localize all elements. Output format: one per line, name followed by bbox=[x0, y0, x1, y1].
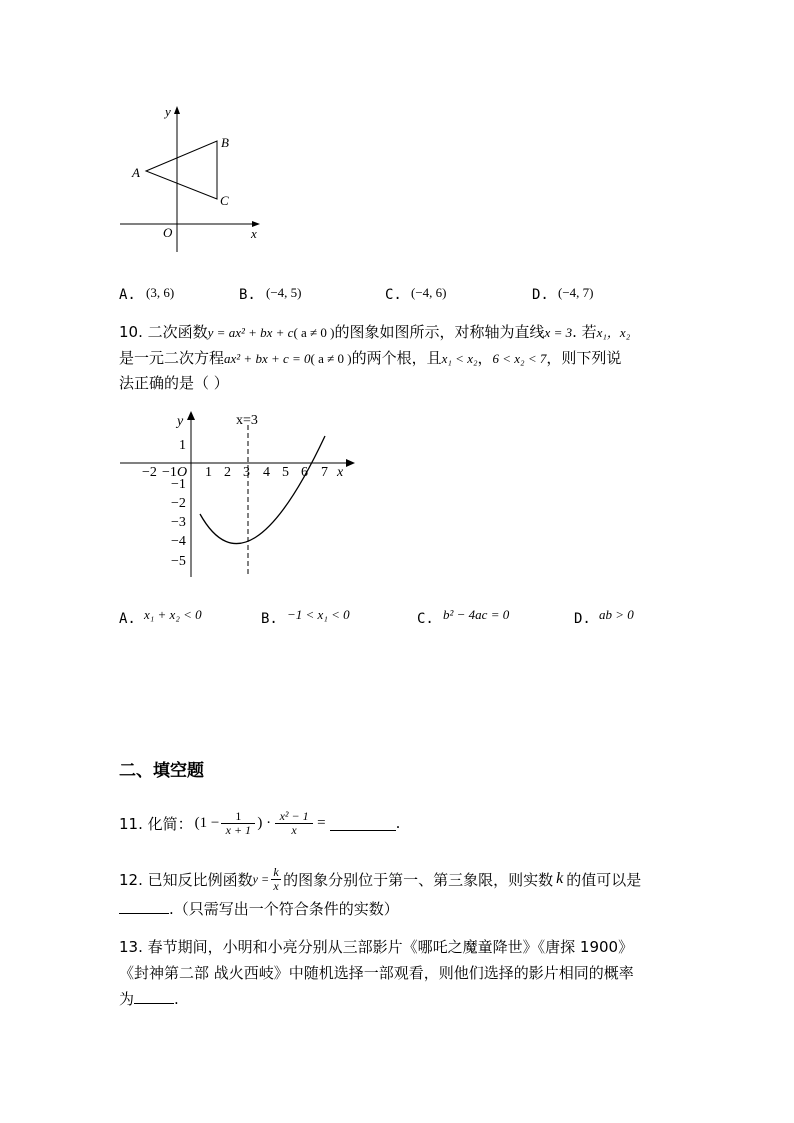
q12-rest2: 的值可以是 bbox=[566, 870, 642, 889]
x-tick-label: 3 bbox=[243, 465, 250, 480]
q10-option-d-letter[interactable]: D. bbox=[574, 611, 591, 627]
y-tick-label: −2 bbox=[171, 496, 186, 511]
q10-line-3 bbox=[119, 372, 229, 393]
q10-line2-b: 的两个根，且 bbox=[351, 349, 442, 367]
q13-line-2 bbox=[119, 962, 634, 983]
x-tick-label: 5 bbox=[282, 465, 289, 480]
q10-equation: ax² + bx + c = 0 bbox=[224, 351, 311, 366]
q10-separator: ， bbox=[477, 349, 493, 367]
graph-y-axis-arrow bbox=[187, 411, 195, 420]
q13-line1-text: 13. 春节期间，小明和小亮分别从三部影片《哪吒之魔童降世》《唐探 1900》 bbox=[119, 938, 634, 956]
point-b-label: B bbox=[221, 135, 229, 150]
triangle-figure bbox=[110, 100, 270, 255]
q10-axis-line: x = 3 bbox=[544, 325, 573, 340]
q10-line2-c: ，则下列说 bbox=[546, 349, 622, 367]
q11-line bbox=[119, 803, 400, 843]
q9-option-a-letter[interactable]: A. bbox=[119, 287, 136, 303]
q13-line-3 bbox=[119, 988, 179, 1009]
x-tick-label: −1 bbox=[162, 465, 177, 480]
x-tick-label: 6 bbox=[301, 465, 308, 480]
x-tick-label: 2 bbox=[224, 465, 231, 480]
x-tick-label: 1 bbox=[205, 465, 212, 480]
q12-var-k: k bbox=[556, 870, 564, 887]
q12-answer-blank[interactable] bbox=[119, 899, 169, 914]
q10-inequality-1: x₁ < x₂ bbox=[441, 351, 478, 366]
graph-x-axis-arrow bbox=[346, 459, 355, 467]
q12-frac-numerator: k bbox=[273, 864, 279, 879]
y-tick-label: −3 bbox=[171, 515, 186, 530]
y-axis-arrow bbox=[174, 106, 180, 114]
q10-option-c-value: b² − 4ac = 0 bbox=[443, 607, 510, 622]
section-title: 二、填空题 bbox=[119, 761, 204, 781]
q9-option-c-letter[interactable]: C. bbox=[385, 287, 402, 303]
q12-func-y: y = bbox=[252, 871, 270, 886]
q10-option-d-value: ab > 0 bbox=[599, 607, 634, 622]
q13-answer-blank[interactable] bbox=[134, 989, 174, 1004]
graph-y-label: y bbox=[177, 414, 184, 429]
q10-stem-3: . 若 bbox=[572, 323, 597, 341]
parabola-graph bbox=[115, 405, 365, 580]
q11-frac1-denominator: x + 1 bbox=[225, 822, 252, 837]
q11-end: . bbox=[395, 814, 401, 832]
q13-line2-text: 《封神第二部 战火西岐》中随机选择一部观看，则他们选择的影片相同的概率 bbox=[119, 964, 634, 982]
q11-fraction-1 bbox=[221, 810, 255, 837]
y-axis-label: y bbox=[165, 104, 171, 119]
q10-option-b-letter[interactable]: B. bbox=[261, 611, 278, 627]
q9-option-b-letter[interactable]: B. bbox=[239, 287, 256, 303]
q12-frac-denominator: x bbox=[273, 878, 279, 893]
q10-function: y = ax² + bx + c bbox=[207, 325, 294, 340]
y-tick-label: −5 bbox=[171, 554, 186, 569]
q10-option-b-value: −1 < x₁ < 0 bbox=[287, 607, 350, 622]
q13-line-1 bbox=[119, 936, 633, 957]
q12-rest: 的图象分别位于第一、第三象限，则实数 bbox=[283, 870, 554, 889]
x-tick-label: −2 bbox=[142, 465, 157, 480]
q9-option-d-value: (−4, 7) bbox=[558, 285, 594, 300]
q10-line-1 bbox=[119, 321, 630, 342]
q10-line2-a: 是一元二次方程 bbox=[119, 349, 225, 367]
q10-number: 10. bbox=[119, 323, 143, 341]
x-axis-label: x bbox=[251, 226, 257, 241]
q9-option-d-letter[interactable]: D. bbox=[532, 287, 549, 303]
q10-inequality-2: 6 < x₂ < 7 bbox=[492, 351, 547, 366]
q10-line-2 bbox=[119, 347, 621, 368]
q12-line-1 bbox=[119, 859, 641, 899]
q11-answer-blank[interactable] bbox=[330, 816, 396, 831]
y-tick-label: −4 bbox=[171, 534, 186, 549]
q11-prefix: 11. 化简： bbox=[119, 814, 193, 833]
q11-expr-close: ) · bbox=[257, 814, 272, 831]
q11-frac2-denominator: x bbox=[291, 822, 297, 837]
q11-frac1-numerator: 1 bbox=[235, 808, 242, 823]
y-tick-label: −1 bbox=[171, 477, 186, 492]
q9-option-c-value: (−4, 6) bbox=[411, 285, 447, 300]
q10-line3-text: 法正确的是（ ） bbox=[119, 374, 229, 392]
q9-option-a-value: (3, 6) bbox=[146, 285, 175, 300]
q13-line3-prefix: 为 bbox=[119, 990, 135, 1008]
point-c-label: C bbox=[220, 193, 229, 208]
parabola-curve bbox=[200, 436, 325, 544]
q11-expr-open: (1 − bbox=[194, 814, 220, 831]
q12-line2-text: .（只需写出一个符合条件的实数） bbox=[169, 900, 399, 918]
origin-label: O bbox=[163, 225, 173, 240]
q10-roots: x₁，x₂ bbox=[596, 325, 631, 340]
x-tick-label: 4 bbox=[263, 465, 270, 480]
q11-frac2-numerator: x² − 1 bbox=[279, 808, 309, 823]
y-tick-label: 1 bbox=[179, 438, 186, 453]
q11-fraction-2 bbox=[275, 810, 313, 837]
q13-line3-end: . bbox=[174, 990, 179, 1008]
q10-option-a-letter[interactable]: A. bbox=[119, 611, 136, 627]
q11-equals: = bbox=[317, 814, 326, 831]
graph-origin-label: O bbox=[177, 465, 188, 480]
q10-stem-1: 二次函数 bbox=[147, 323, 208, 341]
q10-condition: ( a ≠ 0 ) bbox=[293, 325, 335, 340]
triangle-abc bbox=[146, 141, 217, 199]
q12-fraction bbox=[271, 866, 281, 893]
symmetry-label: x=3 bbox=[236, 413, 258, 428]
q10-stem-2: 的图象如图所示，对称轴为直线 bbox=[334, 323, 545, 341]
q9-option-b-value: (−4, 5) bbox=[266, 285, 302, 300]
q10-option-a-value: x₁ + x₂ < 0 bbox=[144, 607, 202, 622]
q12-prefix: 12. 已知反比例函数 bbox=[119, 870, 253, 889]
x-tick-label: 7 bbox=[321, 465, 328, 480]
q10-option-c-letter[interactable]: C. bbox=[417, 611, 434, 627]
point-a-label: A bbox=[132, 165, 140, 180]
q12-line-2 bbox=[119, 898, 399, 919]
q10-equation-condition: ( a ≠ 0 ) bbox=[310, 351, 352, 366]
graph-x-label: x bbox=[337, 465, 344, 480]
